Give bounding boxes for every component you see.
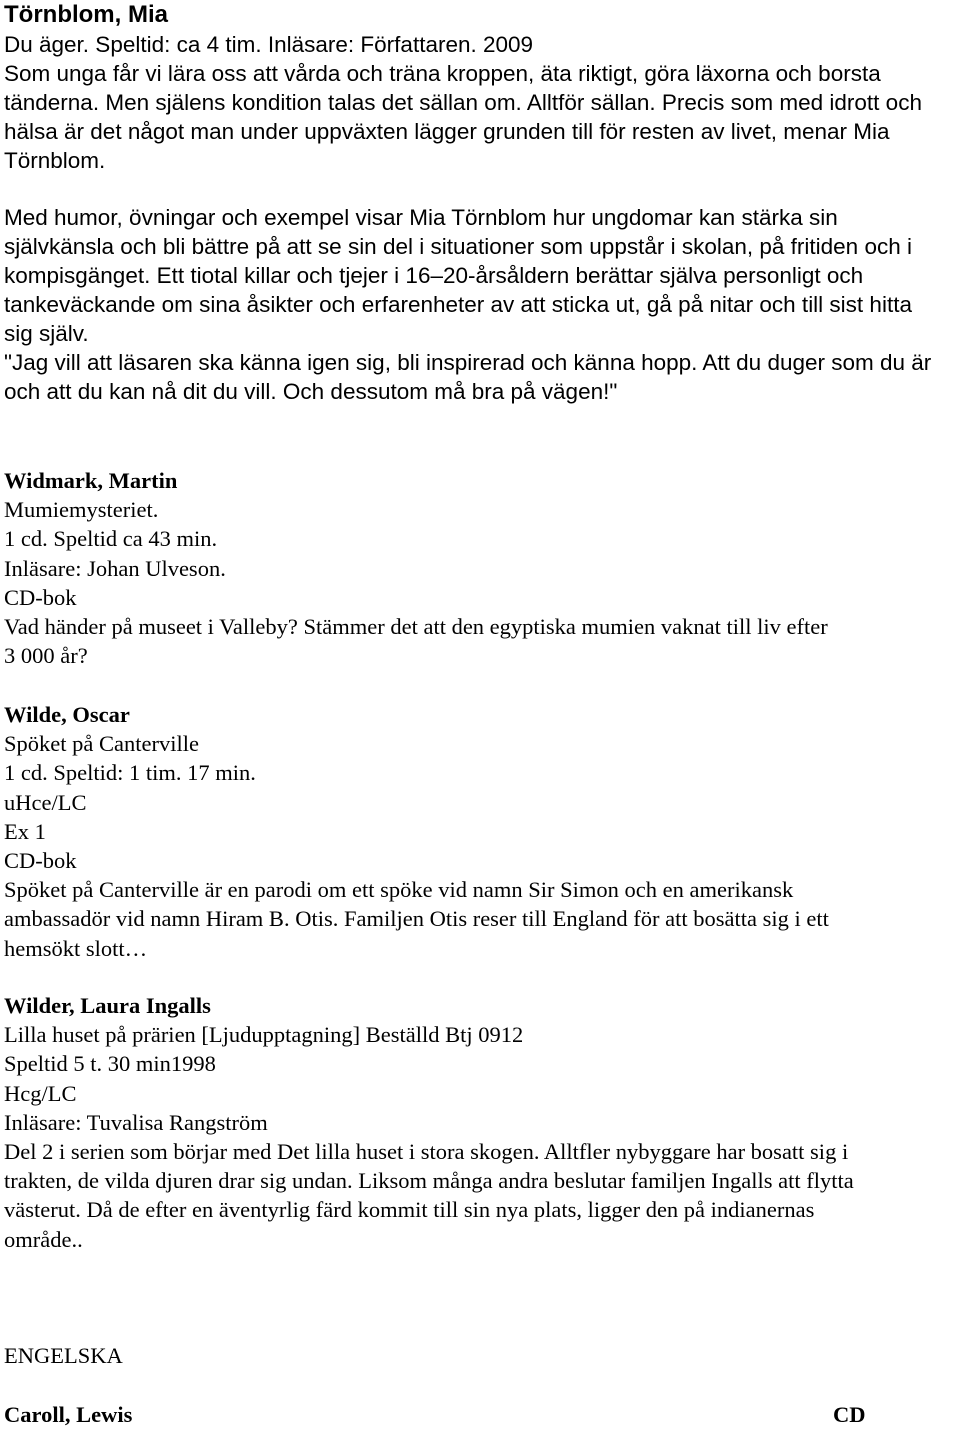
entry-intro-line: tänderna. Men själens kondition talas det sällan om. Alltför sällan. Precis som med idrott och: [4, 90, 922, 115]
entry-wilde: [4, 700, 958, 963]
entry-caroll: [4, 1400, 958, 1429]
entry-description-line: Med humor, övningar och exempel visar Mia Törnblom hur ungdomar kan stärka sin: [4, 205, 838, 230]
entry-intro-line: Som unga får vi lära oss att vårda och träna kroppen, äta riktigt, göra läxorna och borsta: [4, 61, 881, 86]
entry-format: CD: [833, 1402, 866, 1427]
entry-description-line: självkänsla och bli bättre på att se sin del i situationer som uppstår i skolan, på fritiden och i: [4, 234, 912, 259]
entry-title: Spöket på Canterville: [4, 731, 199, 757]
entry-intro-line: Törnblom.: [4, 148, 106, 173]
entry-line: CD-bok: [4, 848, 77, 874]
entry-line: uHce/LC: [4, 789, 87, 815]
entry-line: Spöket på Canterville är en parodi om ett spöke vid namn Sir Simon och en amerikansk: [4, 877, 794, 903]
entry-line: Del 2 i serien som börjar med Det lilla huset i stora skogen. Alltfler nybyggare har bosatt sig i: [4, 1139, 849, 1165]
entry-meta: Du äger. Speltid: ca 4 tim. Inläsare: Författaren. 2009: [4, 32, 534, 57]
entry-author: Widmark, Martin: [4, 468, 178, 493]
entry-line: Ex 1: [4, 818, 46, 844]
section-heading: [4, 1341, 958, 1370]
entry-line: CD-bok: [4, 584, 77, 610]
entry-description-line: "Jag vill att läsaren ska känna igen sig, bli inspirerad och känna hopp. Att du duger som du är: [4, 350, 932, 375]
entry-title: Lilla huset på prärien [Ljudupptagning] Beställd Btj 0912: [4, 1022, 524, 1048]
entry-author: Wilde, Oscar: [4, 702, 130, 727]
entry-wilder: [4, 991, 958, 1254]
entry-line: hemsökt slott…: [4, 935, 148, 961]
entry-widmark: [4, 466, 958, 670]
entry-description-line: tankeväckande om sina åsikter och erfarenheter av att sticka ut, gå på nitar och till sist hitta: [4, 292, 912, 317]
entry-line: ambassadör vid namn Hiram B. Otis. Familjen Otis reser till England för att bosätta sig i ett: [4, 906, 829, 932]
entry-line: område..: [4, 1226, 83, 1252]
entry-line: Inläsare: Johan Ulveson.: [4, 555, 226, 581]
entry-author: Wilder, Laura Ingalls: [4, 993, 211, 1018]
entry-line: 1 cd. Speltid ca 43 min.: [4, 526, 218, 552]
entry-author: Caroll, Lewis: [4, 1402, 133, 1427]
entry-tornblom: [4, 0, 958, 175]
entry-line: Speltid 5 t. 30 min1998: [4, 1051, 216, 1077]
entry-description-line: och att du kan nå dit du vill. Och dessutom må bra på vägen!": [4, 379, 618, 404]
entry-description-line: sig själv.: [4, 321, 89, 346]
entry-line: Vad händer på museet i Valleby? Stämmer det att den egyptiska mumien vaknat till liv efter: [4, 614, 828, 640]
entry-line: Inläsare: Tuvalisa Rangström: [4, 1109, 268, 1135]
entry-line: 3 000 år?: [4, 643, 88, 669]
entry-author: Törnblom, Mia: [4, 1, 168, 28]
entry-line: 1 cd. Speltid: 1 tim. 17 min.: [4, 760, 256, 786]
entry-line: trakten, de vilda djuren drar sig undan. Liksom många andra beslutar familjen Ingalls att flytta: [4, 1168, 854, 1194]
entry-line: västerut. Då de efter en äventyrlig färd kommit till sin nya plats, ligger den på indianernas: [4, 1197, 815, 1223]
entry-line: Hcg/LC: [4, 1080, 77, 1106]
entry-tornblom-description: [4, 203, 958, 406]
entry-title: Mumiemysteriet.: [4, 497, 159, 523]
entry-description-line: kompisgänget. Ett tiotal killar och tjejer i 16–20-årsåldern berättar själva personligt och: [4, 263, 864, 288]
entry-intro-line: hälsa är det något man under uppväxten lägger grunden till för resten av livet, menar Mia: [4, 119, 890, 144]
section-heading-text: ENGELSKA: [4, 1343, 123, 1368]
